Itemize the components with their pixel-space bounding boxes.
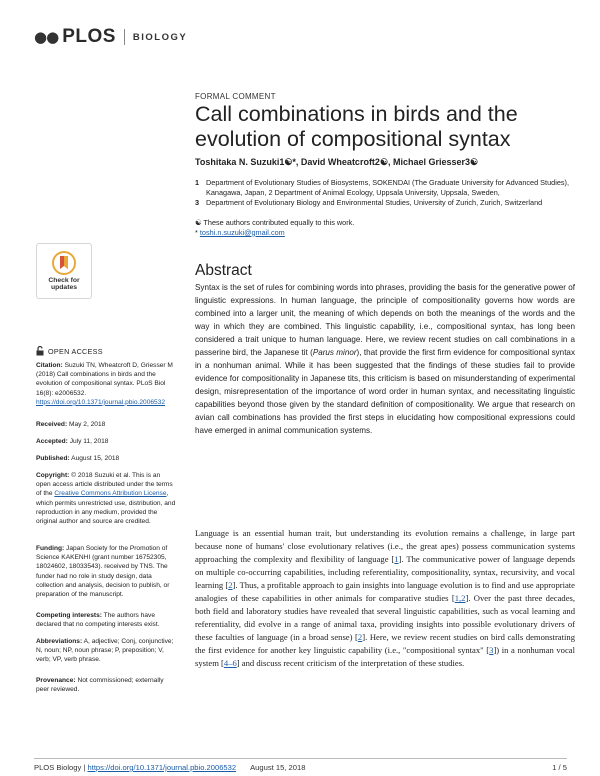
reference-link-1[interactable]: 1 (394, 554, 399, 564)
reference-link-1-2[interactable]: 1,2 (454, 593, 466, 603)
author-notes (195, 218, 580, 238)
copyright-block (36, 471, 176, 526)
badge-label (48, 277, 79, 292)
page-footer (34, 763, 567, 772)
citation-text: Suzuki TN, Wheatcroft D, Griesser M (2018) Call combinations in birds and the evolution of compositional syntax. PLoS Biol 16(8): e2006532. (36, 362, 173, 397)
body-text-segment: Language is an essential human trait, but understanding its evolution remains a challenge, in large part because none of humans' close evolutionary relatives (i.e., the great apes) possess communication systems approaching the complexity and flexibility of language [ (195, 528, 575, 564)
provenance-text: Not commissioned; externally peer reviewed. (36, 677, 164, 694)
citation-doi-link[interactable]: https://doi.org/10.1371/journal.pbio.2006532 (36, 398, 166, 406)
received-date: May 2, 2018 (69, 421, 106, 428)
accepted-label: Accepted: (36, 438, 68, 445)
species-name: Parus minor (312, 348, 357, 357)
reference-link-2[interactable]: 2 (228, 580, 233, 590)
corresponding-email-link[interactable]: toshi.n.suzuki@gmail.com (199, 227, 285, 237)
accepted-block (36, 437, 176, 446)
funding-label: Funding: (36, 545, 65, 552)
citation-block (36, 361, 176, 407)
provenance-block (36, 676, 176, 694)
journal-logo[interactable] (34, 26, 187, 48)
citation-label: Citation: (36, 362, 63, 369)
introduction-paragraph (195, 527, 575, 670)
plos-dots-icon: ●● (34, 28, 59, 46)
published-date: August 15, 2018 (71, 455, 120, 462)
footer-separator: | (81, 763, 88, 772)
affiliations (195, 178, 580, 207)
abbreviations-label: Abbreviations: (36, 638, 83, 645)
plos-wordmark: PLOS (62, 26, 116, 47)
abstract-heading: Abstract (195, 262, 252, 279)
article-type: FORMAL COMMENT (195, 92, 276, 101)
body-text-segment: ]. Over the past three decades, both field and laboratory studies have revealed that several linguistic capabilities, such as vocal learning and referentiality, did evolve in a range of animal taxa, providing insights into possible evolutionary drivers of these faculties of language (in a broad sense) [ (195, 593, 576, 642)
reference-link-2b[interactable]: 2 (357, 632, 363, 642)
journal-name: BIOLOGY (132, 31, 188, 43)
email-marker: * (195, 227, 198, 237)
abstract-part-1: Syntax is the set of rules for combining words into phrases, providing the basis for the generative power of linguistic expressions. In human language, the principle of compositionality governs how words are combined into a larger unit, the meaning of which depends on both the meanings of the words and the way in which they are combined. This linguistic capability, i.e., compositional syntax, has long been considered a trait unique to human language. Here, we review recent studies on call combinations in a passerine bird, the Japanese tit ( (195, 283, 575, 357)
corresponding-email-row (195, 228, 580, 238)
funding-block (36, 544, 176, 599)
funding-text: Japan Society for the Promotion of Science KAKENHI (grant number 16752305, 18024602, 18033543). received by TNS. The funder had no role in study design, data collection and analysis, decision to publish, or preparation of the manuscript. (36, 545, 170, 599)
body-text-segment: ]. The communicative power of language depends on multiple co-occurring capabilities, including referentiality, compositionality, syntax, recursivity, and vocal learning [ (195, 554, 575, 590)
bookmark-ribbon-icon (52, 251, 76, 275)
body-text-segment: ]. Here, we review recent studies on bird calls demonstrating the first evidence for another key linguistic capability (i.e., "compositional syntax" [ (195, 632, 575, 655)
reference-link-3[interactable]: 3 (489, 645, 494, 655)
article-title: Call combinations in birds and the evolution of compositional syntax (195, 102, 518, 151)
footer-date: August 15, 2018 (250, 763, 306, 772)
provenance-label: Provenance: (36, 677, 76, 684)
body-text-segment: ] and discuss recent criticism of the interpretation of these studies. (236, 658, 465, 668)
copyright-text: © 2018 Suzuki et al. This is an open access article distributed under the terms of the (36, 472, 173, 498)
accepted-date: July 11, 2018 (69, 438, 109, 445)
abstract-part-2: ), that provide the first firm evidence for compositional syntax in a nonhuman animal. While it has been suggested that the findings of these studies fail to provide evidence for compositionality in Japanese tits, this criticism is based on misunderstanding of experimental design, misrepresentation of the importance of word order in human syntax, and necessitating linguistic capabilities beyond those given by the standard definition of compositionality. We argue that research on avian call combinations has provided the first steps in elucidating how compositional expressions could have emerged in animal communication systems. (195, 348, 575, 435)
affiliation-text: Department of Evolutionary Biology and Environmental Studies, University of Zurich, Zurich, Switzerland (206, 197, 543, 207)
cc-license-link[interactable]: Creative Commons Attribution License (54, 490, 167, 498)
competing-label: Competing interests: (36, 612, 102, 619)
affiliation-text: Department of Evolutionary Studies of Biosystems, SOKENDAI (The Graduate University for Advanced Studies), Kanagawa, Japan, 2 Department of Animal Ecology, Uppsala University, Uppsala, Sweden, (206, 178, 569, 197)
abbreviations-text: A, adjective; Conj, conjunctive; N, noun; NP, noun phrase; P, preposition; V, verb; VP, verb phrase. (36, 638, 174, 664)
published-label: Published: (36, 455, 70, 462)
copyright-text-end: , which permits unrestricted use, distribution, and reproduction in any medium, provided the original author and source are credited. (36, 490, 176, 526)
author-list[interactable]: Toshitaka N. Suzuki1☯*, David Wheatcroft2☯, Michael Griesser3☯ (195, 157, 479, 167)
equal-contribution-note: ☯ These authors contributed equally to this work. (195, 218, 355, 227)
badge-line-1: Check for (48, 276, 80, 284)
check-for-updates-badge[interactable] (36, 243, 92, 299)
abstract-text (195, 281, 575, 437)
competing-interests-block (36, 611, 176, 629)
abbreviations-block (36, 637, 176, 665)
received-block (36, 420, 176, 429)
body-text-segment: ]) in a nonhuman vocal system [ (195, 645, 575, 668)
open-access-label (36, 346, 103, 356)
affiliation-3 (195, 198, 580, 208)
copyright-label: Copyright: (36, 472, 70, 479)
footer-journal: PLOS Biology (34, 763, 82, 772)
affiliation-number: 3 (195, 197, 200, 207)
body-text-segment: ]. Thus, a profitable approach to gain insights into language evolution is to find and use appropriate analogies of these capabilities in other animals for comparative studies [ (195, 580, 576, 603)
open-access-text: OPEN ACCESS (48, 346, 103, 356)
badge-line-2: updates (50, 284, 78, 291)
page-number: 1 / 5 (552, 763, 567, 772)
affiliation-number: 1 (195, 178, 200, 187)
received-label: Received: (36, 421, 68, 428)
competing-text: The authors have declared that no competing interests exist. (36, 612, 160, 629)
open-lock-icon (36, 346, 44, 356)
published-block (36, 454, 176, 463)
footer-doi-link[interactable]: https://doi.org/10.1371/journal.pbio.2006532 (87, 763, 237, 772)
footer-divider (34, 758, 567, 759)
affiliation-1 (195, 178, 580, 198)
reference-link-4-6[interactable]: 4–6 (223, 658, 237, 668)
logo-divider (124, 29, 125, 45)
